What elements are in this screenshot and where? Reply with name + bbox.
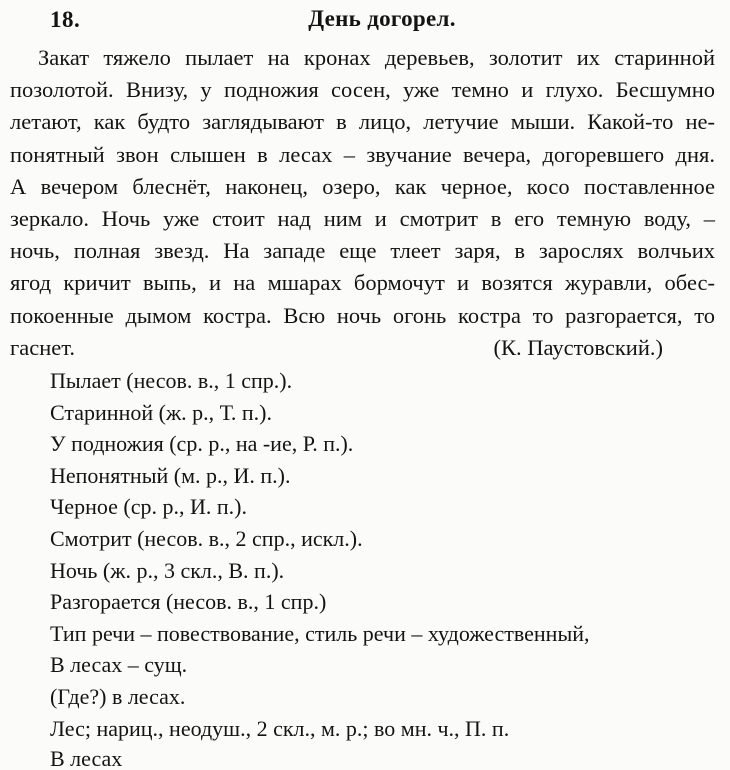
paragraph-lines <box>10 42 715 332</box>
exercise-number: 18. <box>50 7 81 32</box>
paragraph-line: летают, как будто заглядывают в лицо, летучие мыши. Какой-то не- <box>10 109 715 135</box>
analysis-line: У подножия (ср. р., на -ие, Р. п.). <box>50 431 354 457</box>
paragraph-line: ягод кричит выпь, и на мшарах бормочут и возятся журавли, обес- <box>10 270 715 296</box>
body-paragraph <box>10 42 715 364</box>
analysis-line: Разгорается (несов. в., 1 спр.) <box>50 589 327 615</box>
underlined-line <box>50 744 730 770</box>
analysis-line: Старинной (ж. р., Т. п.). <box>50 399 272 425</box>
analysis-line: Пылает (несов. в., 1 спр.). <box>50 368 293 394</box>
analysis-line: В лесах – сущ. <box>50 652 188 678</box>
paragraph-line: покоенные дымом костра. Всю ночь огонь костра то разгорается, то <box>10 302 715 328</box>
analysis-list <box>50 365 730 744</box>
paragraph-line: А вечером блеснёт, наконец, озеро, как черное, косо поставленное <box>10 173 715 199</box>
paragraph-line: понятный звон слышен в лесах – звучание вечера, догоревшего дня. <box>10 141 715 167</box>
paragraph-line: ночь, полная звезд. На западе еще тлеет заря, в зарослях волчьих <box>10 238 715 264</box>
paragraph-line: зеркало. Ночь уже стоит над ним и смотрит в его темную воду, – <box>10 206 715 232</box>
analysis-line: Непонятный (м. р., И. п.). <box>50 462 291 488</box>
paragraph-last-line <box>10 332 715 364</box>
analysis-line: Лес; нариц., неодуш., 2 скл., м. р.; во мн. ч., П. п. <box>50 715 510 741</box>
author-attribution: (К. Паустовский.) <box>493 334 663 360</box>
page-title: День догорел. <box>308 6 456 31</box>
analysis-line: Смотрит (несов. в., 2 спр., искл.). <box>50 526 363 551</box>
header <box>0 0 730 40</box>
analysis-line: Черное (ср. р., И. п.). <box>50 494 247 520</box>
analysis-line: Тип речи – повествование, стиль речи – художественный, <box>50 620 590 646</box>
analysis-line: Ночь (ж. р., 3 скл., В. п.). <box>50 557 285 583</box>
paragraph-last-word: гаснет. <box>10 334 75 360</box>
paragraph-line: Закат тяжело пылает на кронах деревьев, золотит их старинной <box>38 45 715 70</box>
underlined-word: В лесах <box>50 744 122 770</box>
paragraph-line: позолотой. Внизу, у подножия сосен, уже темно и глухо. Бесшумно <box>10 77 715 103</box>
analysis-line: (Где?) в лесах. <box>50 683 186 709</box>
